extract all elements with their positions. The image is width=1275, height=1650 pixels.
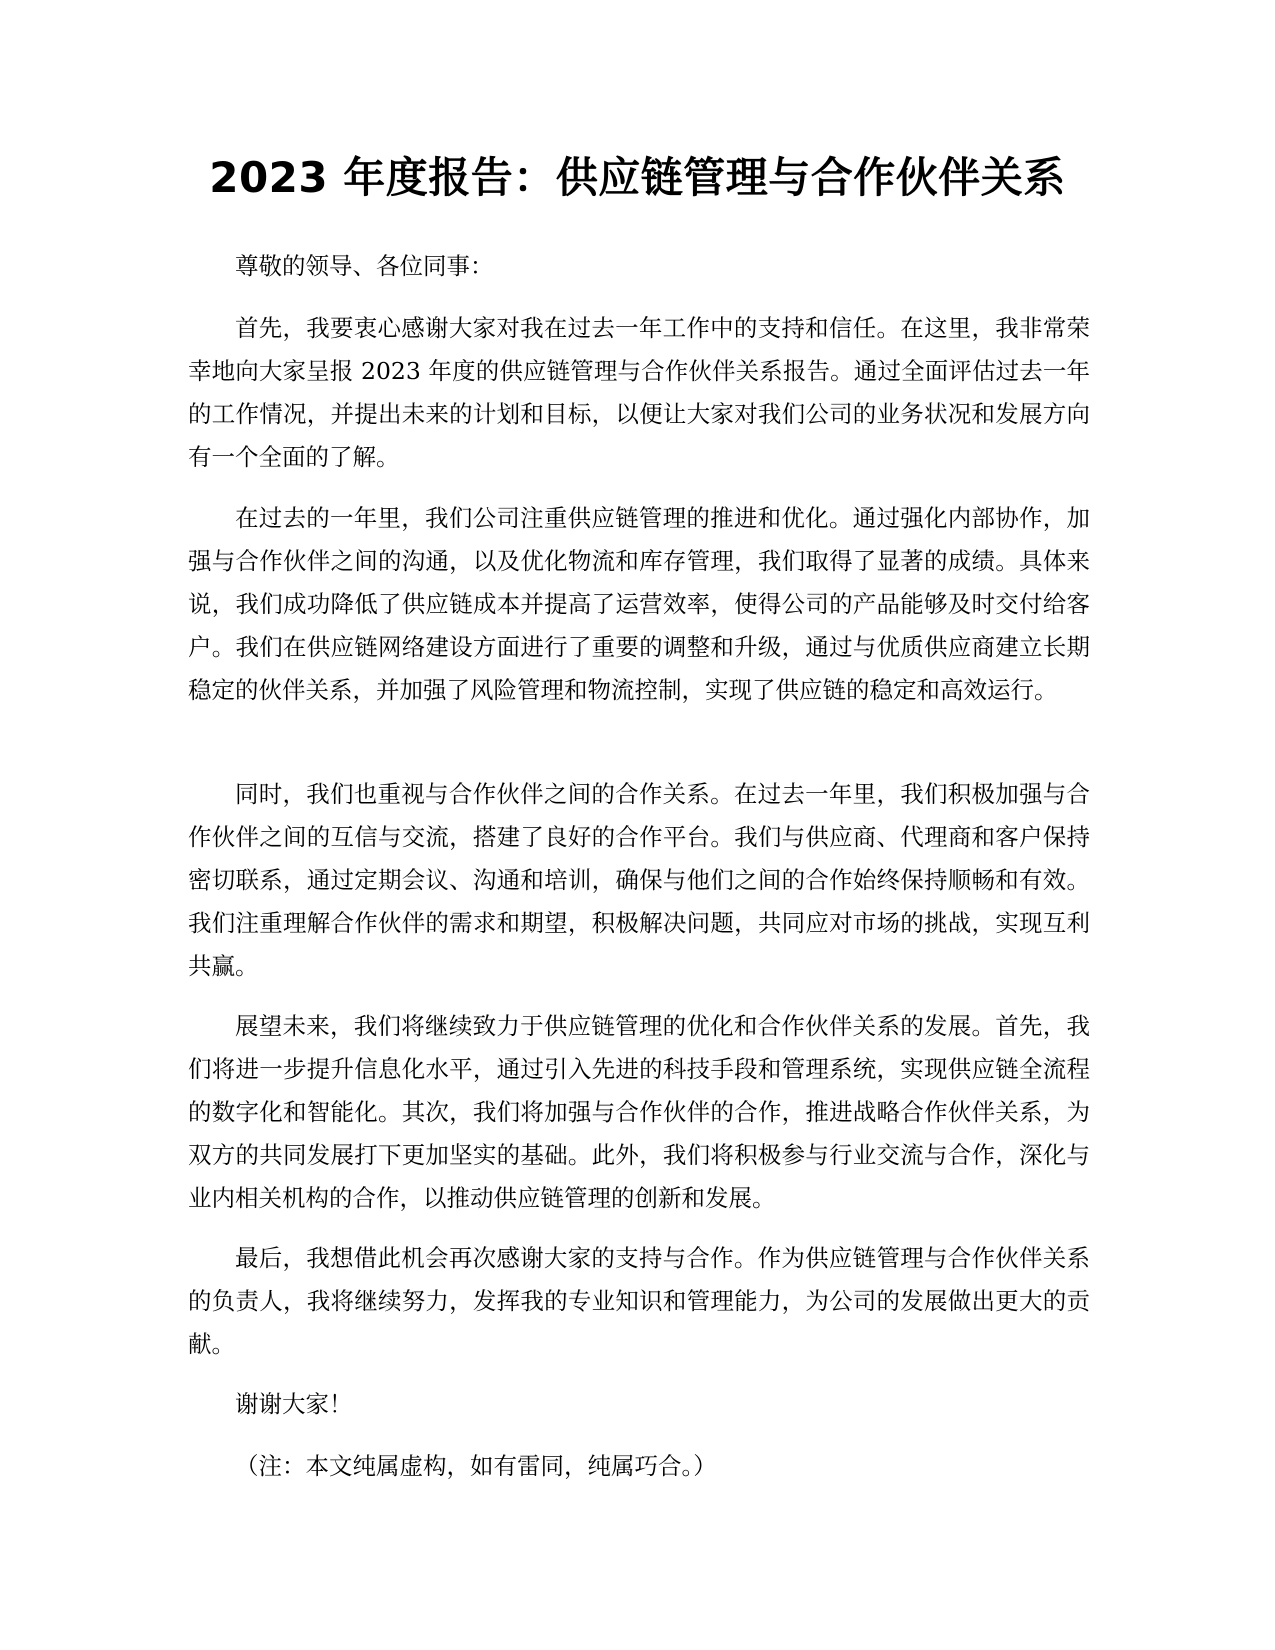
paragraph-supply-chain-review: 在过去的一年里，我们公司注重供应链管理的推进和优化。通过强化内部协作，加强与合作伙伴之间的沟通，以及优化物流和库存管理，我们取得了显著的成绩。具体来说，我们成功降低了供应链成本并提高了运营效率，使得公司的产品能够及时交付给客户。我们在供应链网络建设方面进行了重要的调整和升级，通过与优质供应商建立长期稳定的伙伴关系，并加强了风险管理和物流控制，实现了供应链的稳定和高效运行。 bbox=[188, 504, 1090, 704]
closing-line: 谢谢大家！ bbox=[235, 1390, 353, 1418]
document-title: 2023 年度报告：供应链管理与合作伙伴关系 bbox=[209, 153, 1066, 202]
paragraph-conclusion: 最后，我想借此机会再次感谢大家的支持与合作。作为供应链管理与合作伙伴关系的负责人，我将继续努力，发挥我的专业知识和管理能力，为公司的发展做出更大的贡献。 bbox=[188, 1244, 1090, 1358]
paragraph-partnership-review: 同时，我们也重视与合作伙伴之间的合作关系。在过去一年里，我们积极加强与合作伙伴之间的互信与交流，搭建了良好的合作平台。我们与供应商、代理商和客户保持密切联系，通过定期会议、沟通和培训，确保与他们之间的合作始终保持顺畅和有效。我们注重理解合作伙伴的需求和期望，积极解决问题，共同应对市场的挑战，实现互利共赢。 bbox=[188, 780, 1090, 980]
paragraph-opening: 首先，我要衷心感谢大家对我在过去一年工作中的支持和信任。在这里，我非常荣幸地向大家呈报 2023 年度的供应链管理与合作伙伴关系报告。通过全面评估过去一年的工作情况，并提出未来的计划和目标，以便让大家对我们公司的业务状况和发展方向有一个全面的了解。 bbox=[188, 314, 1090, 471]
greeting-line: 尊敬的领导、各位同事： bbox=[235, 252, 494, 280]
paragraph-outlook: 展望未来，我们将继续致力于供应链管理的优化和合作伙伴关系的发展。首先，我们将进一步提升信息化水平，通过引入先进的科技手段和管理系统，实现供应链全流程的数字化和智能化。其次，我们将加强与合作伙伴的合作，推进战略合作伙伴关系，为双方的共同发展打下更加坚实的基础。此外，我们将积极参与行业交流与合作，深化与业内相关机构的合作，以推动供应链管理的创新和发展。 bbox=[188, 1012, 1090, 1212]
disclaimer-note: （注：本文纯属虚构，如有雷同，纯属巧合。） bbox=[235, 1452, 717, 1480]
